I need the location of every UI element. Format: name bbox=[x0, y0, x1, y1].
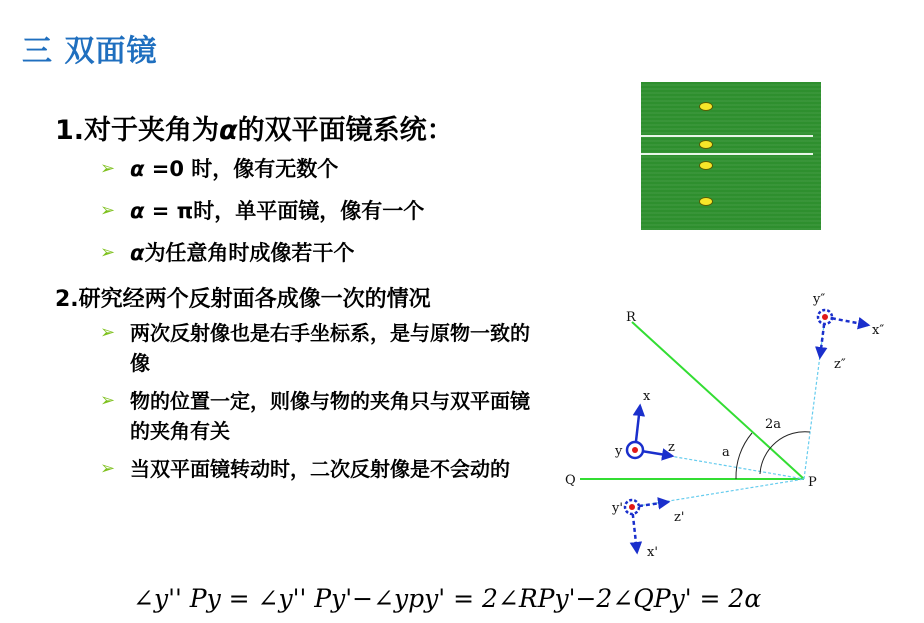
label-z: z bbox=[668, 440, 675, 455]
label-q: Q bbox=[565, 473, 576, 488]
label-r: R bbox=[626, 310, 636, 325]
alpha-symbol: α bbox=[130, 199, 145, 223]
bullet-text: 为任意角时成像若干个 bbox=[144, 241, 355, 265]
bullet-text: 两次反射像也是右手坐标系，是与原物一致的像 bbox=[130, 321, 530, 375]
alpha-symbol: α bbox=[130, 241, 145, 265]
angle-formula: ∠y'' Py = ∠y'' Py'−∠ypy' = 2∠RPy'−2∠QPy' = 2α bbox=[133, 584, 762, 613]
origin-dot-icon bbox=[632, 447, 638, 453]
alpha-symbol: α bbox=[130, 157, 145, 181]
label-p: P bbox=[808, 475, 817, 490]
label-z-double-prime: z″ bbox=[834, 357, 846, 372]
arrow-bullet-icon: ➢ bbox=[100, 390, 116, 411]
label-x-prime: x' bbox=[647, 545, 658, 560]
bullet-text: 当双平面镜转动时，二次反射像是不会动的 bbox=[130, 457, 510, 481]
arrow-bullet-icon: ➢ bbox=[100, 158, 116, 179]
label-angle-2a: 2a bbox=[765, 417, 782, 432]
angle-a-arc bbox=[736, 433, 752, 479]
label-x-double-prime: x″ bbox=[872, 323, 885, 338]
section2-heading: 2.研究经两个反射面各成像一次的情况 bbox=[55, 287, 431, 312]
origin-dot-icon bbox=[822, 314, 828, 320]
mirror-pr-line bbox=[632, 322, 804, 479]
label-angle-a: a bbox=[722, 445, 730, 460]
ray-y1-line bbox=[632, 479, 804, 507]
alpha-symbol: α bbox=[219, 115, 238, 146]
section1-heading-suffix: 的双平面镜系统： bbox=[237, 115, 454, 146]
label-y-prime: y' bbox=[612, 501, 623, 516]
section1-heading-prefix: 1.对于夹角为 bbox=[55, 115, 220, 146]
arrow-bullet-icon: ➢ bbox=[100, 242, 116, 263]
angle-2a-arc bbox=[760, 432, 810, 474]
label-z-prime: z' bbox=[674, 510, 685, 525]
label-x: x bbox=[643, 389, 651, 404]
arrow-bullet-icon: ➢ bbox=[100, 322, 116, 343]
bullet-text: = π时，单平面镜，像有一个 bbox=[144, 199, 425, 223]
origin-dot-icon bbox=[629, 504, 635, 510]
arrow-bullet-icon: ➢ bbox=[100, 200, 116, 221]
bullet-text: 物的位置一定，则像与物的夹角只与双平面镜的夹角有关 bbox=[130, 389, 530, 443]
arrow-bullet-icon: ➢ bbox=[100, 458, 116, 479]
label-y: y bbox=[615, 444, 623, 459]
bullet-text: =0 时，像有无数个 bbox=[144, 157, 339, 181]
label-y-double-prime: y″ bbox=[813, 292, 826, 307]
slide-title: 三 双面镜 bbox=[22, 34, 158, 69]
